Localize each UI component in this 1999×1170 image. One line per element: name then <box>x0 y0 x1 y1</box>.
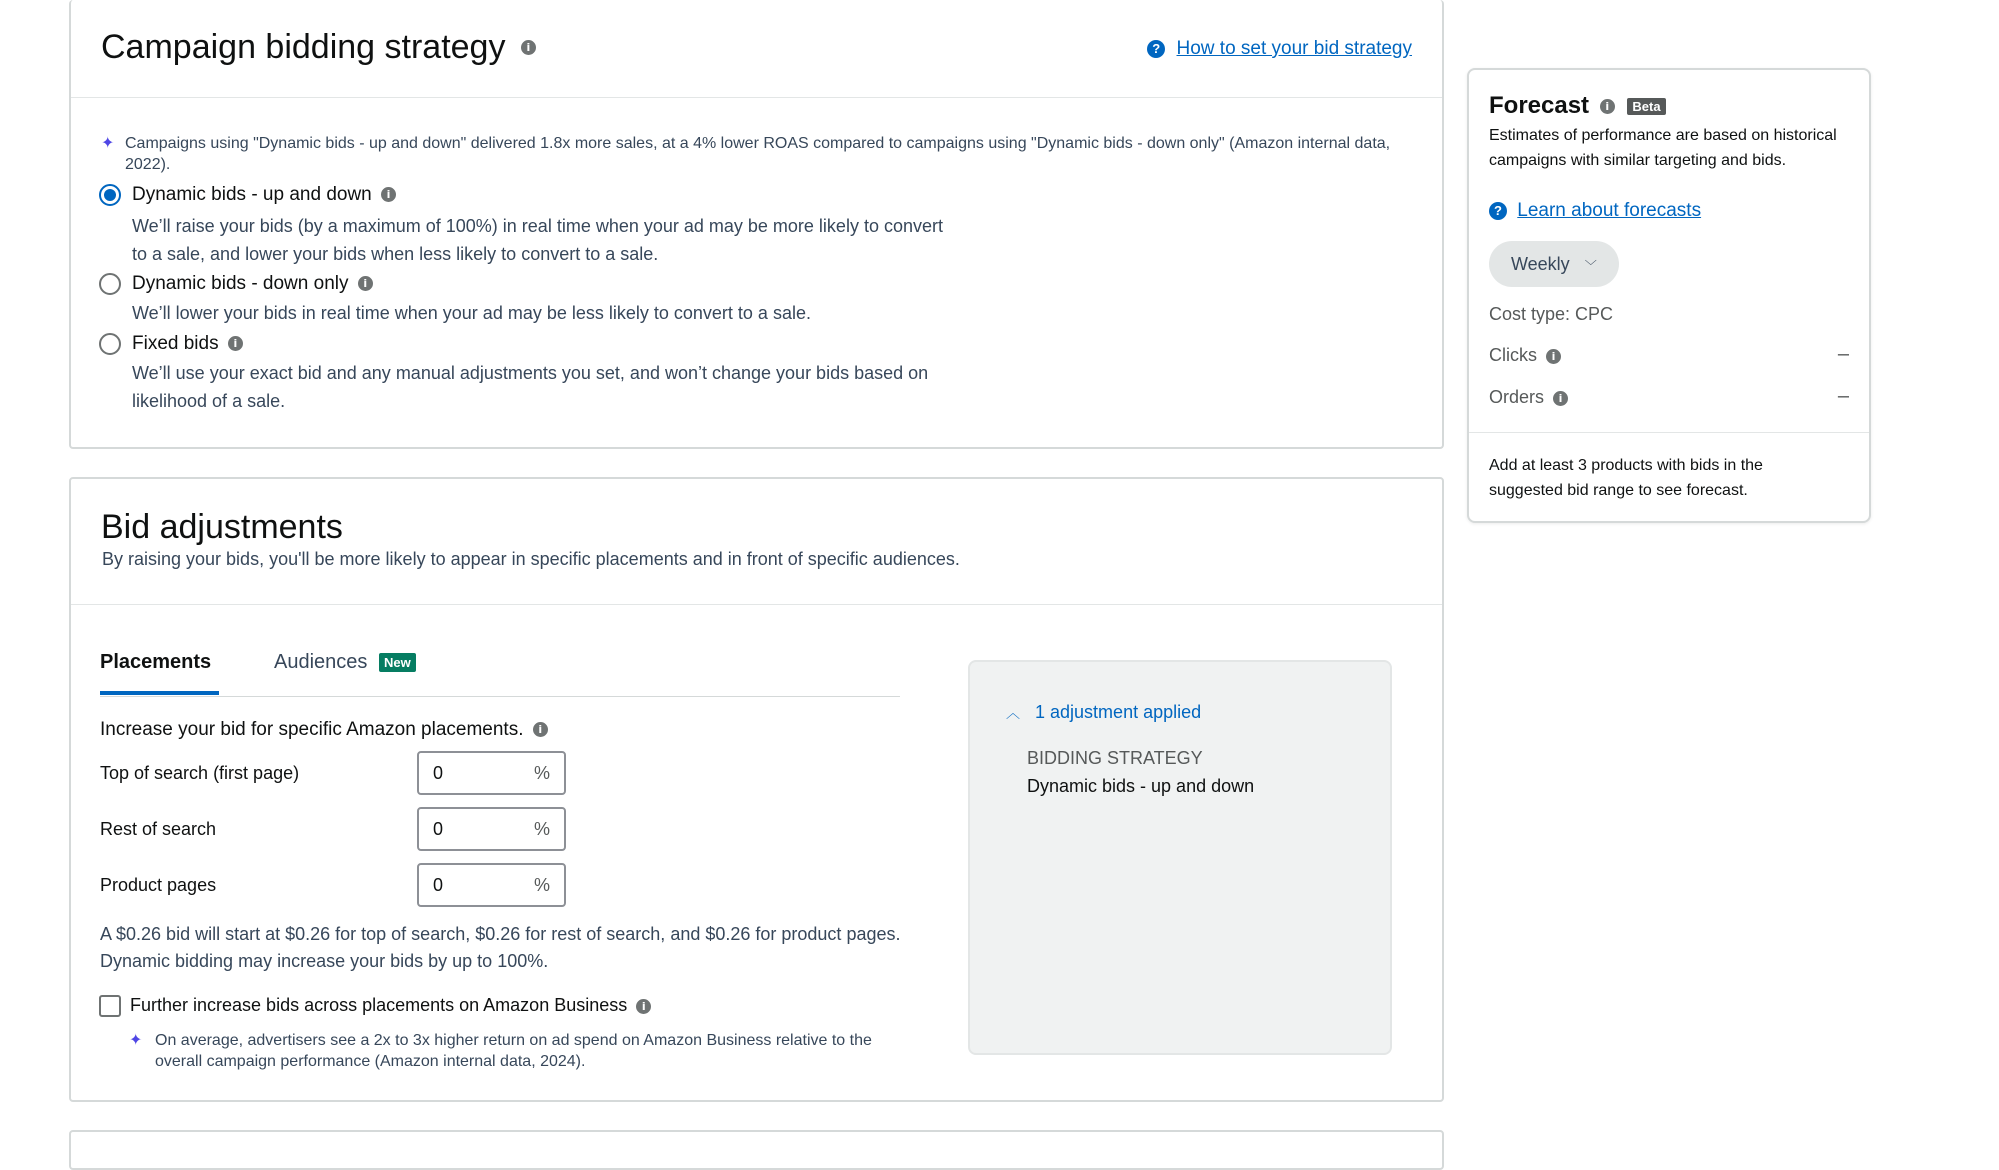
forecast-description: Estimates of performance are based on historical campaigns with similar targeting and bids. <box>1489 127 1837 169</box>
option-desc-line: We’ll raise your bids (by a maximum of 100%) in real time when your ad may be more likely to convert <box>132 216 943 236</box>
divider <box>1469 432 1869 433</box>
info-icon[interactable]: i <box>636 999 651 1014</box>
beta-badge: Beta <box>1627 98 1665 115</box>
adjustments-applied-panel <box>968 660 1392 1055</box>
bid-adjustments-subtitle: By raising your bids, you'll be more likely to appear in specific placements and in front of specific audiences. <box>102 549 960 569</box>
bidding-strategy-card <box>69 0 1444 449</box>
placements-intro <box>100 719 548 741</box>
metric-label: Orders <box>1489 387 1545 407</box>
percent-unit: % <box>533 819 550 839</box>
new-badge: New <box>379 653 416 672</box>
metric-orders-value: – <box>1837 385 1849 407</box>
strategy-insight-text: Campaigns using "Dynamic bids - up and down" delivered 1.8x more sales, at a 4% lower ROAS compared to campaigns using "Dynamic bids - down only" (Amazon internal data, 2022). <box>125 135 1391 173</box>
option-desc-line: We’ll use your exact bid and any manual adjustments you set, and won’t change your bids based on <box>132 363 929 383</box>
period-dropdown-value: Weekly <box>1511 254 1570 274</box>
option-dynamic-up-down[interactable] <box>132 184 396 206</box>
info-icon[interactable]: i <box>1553 391 1568 406</box>
placements-intro-text: Increase your bid for specific Amazon placements. <box>100 719 524 740</box>
bid-adjustments-title: Bid adjustments <box>101 508 343 546</box>
info-icon[interactable]: i <box>521 40 536 55</box>
option-label: Dynamic bids - down only <box>132 273 349 294</box>
info-icon[interactable]: i <box>228 336 243 351</box>
percent-unit: % <box>533 875 550 895</box>
bid-adjustments-card <box>69 477 1444 1102</box>
info-icon[interactable]: i <box>358 276 373 291</box>
option-desc-line: to a sale, and lower your bids when less likely to convert to a sale. <box>132 244 659 264</box>
tabs-divider <box>100 696 900 697</box>
how-to-set-bid-strategy-link[interactable]: How to set your bid strategy <box>1176 38 1412 59</box>
amazon-business-insight <box>129 1030 919 1072</box>
placement-label-top-of-search: Top of search (first page) <box>100 763 300 783</box>
divider <box>71 604 1442 605</box>
option-description <box>132 212 943 268</box>
amazon-business-label-text: Further increase bids across placements on Amazon Business <box>130 995 628 1015</box>
chevron-up-icon: ︿ <box>1006 705 1020 721</box>
option-label: Dynamic bids - up and down <box>132 184 372 205</box>
strategy-insight <box>101 133 1421 175</box>
period-dropdown[interactable] <box>1489 241 1619 287</box>
bid-summary-line: Dynamic bidding may increase your bids by up to 100%. <box>100 951 549 971</box>
active-tab-indicator <box>100 691 219 695</box>
help-icon: ? <box>1489 202 1507 220</box>
next-card <box>69 1130 1444 1170</box>
option-label: Fixed bids <box>132 333 219 354</box>
adjustments-applied-toggle[interactable] <box>1006 702 1201 723</box>
bidding-strategy-title: Campaign bidding strategy <box>101 28 506 66</box>
forecast-footer: Add at least 3 products with bids in the suggested bid range to see forecast. <box>1489 457 1763 499</box>
placement-label-product-pages: Product pages <box>100 875 217 895</box>
amazon-business-label[interactable] <box>130 995 651 1016</box>
applied-value: Dynamic bids - up and down <box>1027 776 1255 796</box>
bidding-strategy-heading <box>101 28 536 67</box>
metric-orders <box>1489 387 1568 408</box>
forecast-heading <box>1489 92 1666 120</box>
chevron-down-icon: ﹀ <box>1584 259 1597 273</box>
top-of-search-value[interactable] <box>431 762 525 785</box>
sparkle-icon: ✦ <box>101 135 115 152</box>
bid-summary-line: A $0.26 bid will start at $0.26 for top of search, $0.26 for rest of search, and $0.26 for product pages. <box>100 924 901 944</box>
divider <box>71 97 1442 98</box>
tab-audiences[interactable] <box>274 651 416 674</box>
rest-of-search-value[interactable] <box>431 818 525 841</box>
radio-fixed-bids[interactable] <box>99 333 121 355</box>
info-icon[interactable]: i <box>381 187 396 202</box>
option-fixed-bids[interactable] <box>132 333 243 355</box>
product-pages-input[interactable] <box>417 863 566 907</box>
radio-dynamic-down-only[interactable] <box>99 273 121 295</box>
applied-heading: BIDDING STRATEGY <box>1027 748 1203 768</box>
product-pages-value[interactable] <box>431 874 525 897</box>
learn-about-forecasts-link[interactable]: Learn about forecasts <box>1517 200 1702 221</box>
info-icon[interactable]: i <box>1546 349 1561 364</box>
radio-dynamic-up-down[interactable] <box>99 184 121 206</box>
tab-audiences-label: Audiences <box>274 651 368 673</box>
sparkle-icon: ✦ <box>129 1032 143 1049</box>
metric-clicks-value: – <box>1837 343 1849 365</box>
help-link-wrap <box>1147 38 1412 60</box>
option-desc-line: likelihood of a sale. <box>132 391 286 411</box>
amazon-business-checkbox[interactable] <box>99 995 121 1017</box>
bid-summary <box>100 921 900 975</box>
amazon-business-insight-text: On average, advertisers see a 2x to 3x higher return on ad spend on Amazon Business relative to the overall campaign performance (Amazon internal data, 2024). <box>155 1032 872 1070</box>
adjustments-applied-toggle-text: 1 adjustment applied <box>1035 702 1202 722</box>
help-icon: ? <box>1147 40 1165 58</box>
info-icon[interactable]: i <box>533 722 548 737</box>
placement-label-rest-of-search: Rest of search <box>100 819 217 839</box>
info-icon[interactable]: i <box>1600 99 1615 114</box>
option-description <box>132 299 811 327</box>
percent-unit: % <box>533 763 550 783</box>
rest-of-search-input[interactable] <box>417 807 566 851</box>
metric-clicks <box>1489 345 1561 366</box>
option-desc-line: We’ll lower your bids in real time when your ad may be less likely to convert to a sale. <box>132 303 811 323</box>
option-description <box>132 359 928 415</box>
metric-label: Clicks <box>1489 345 1537 365</box>
tab-placements[interactable]: Placements <box>100 651 212 673</box>
cost-type: Cost type: CPC <box>1489 304 1614 324</box>
forecast-title: Forecast <box>1489 92 1590 119</box>
forecast-card <box>1467 68 1871 523</box>
learn-forecasts-wrap <box>1489 200 1701 222</box>
top-of-search-input[interactable] <box>417 751 566 795</box>
option-dynamic-down-only[interactable] <box>132 273 373 295</box>
